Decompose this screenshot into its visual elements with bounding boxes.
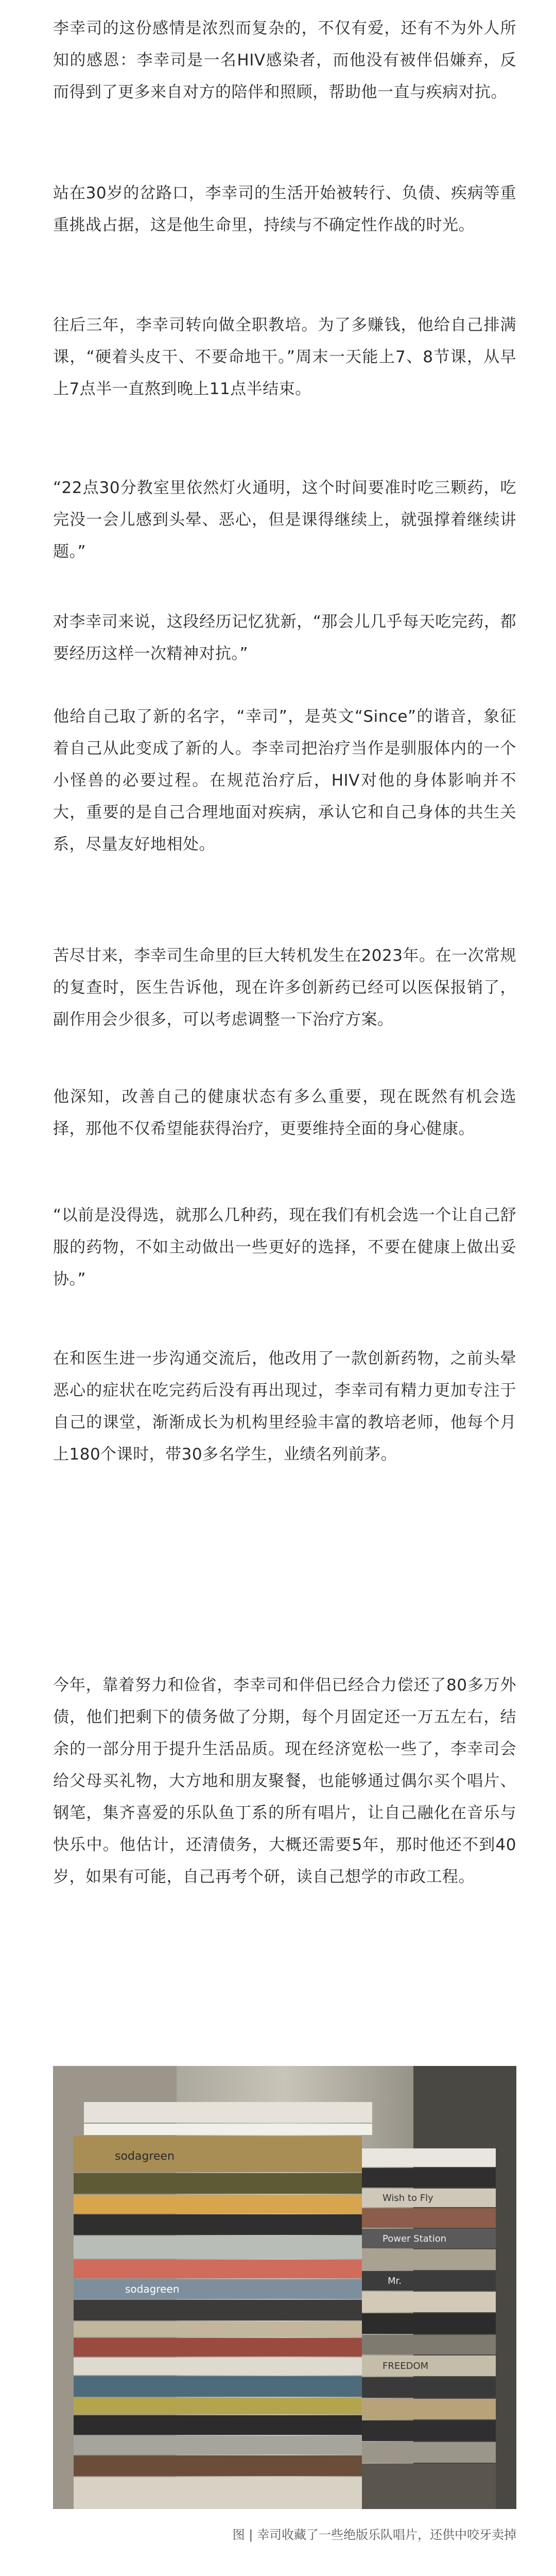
paragraph: “以前是没得选，就那么几种药，现在我们有机会选一个让自己舒服的药物，不如主动做出一些更好的选择，不要在健康上做出妥协。” [53, 1206, 516, 1289]
cd-label: Mr. [388, 2276, 402, 2286]
cd-label: sodagreen [115, 2150, 175, 2163]
paragraph: 今年，靠着努力和俭省，李幸司和伴侣已经合力偿还了80多万外债，他们把剩下的债务做了分期，每个月固定还一万五左右，结余的一部分用于提升生活品质。现在经济宽松一些了，李幸司会给父母买礼物，大方地和朋友聚餐，也能够通过偶尔买个唱片、钢笔，集齐喜爱的乐队鱼丁系的所有唱片，让自己融化在音乐与快乐中。他估计，还清债务，大概还需要5年，那时他还不到40岁，如果有可能，自己再考个研，读自己想学的市政工程。 [53, 1676, 516, 1886]
paragraph: 他深知，改善自己的健康状态有多么重要，现在既然有机会选择，那他不仅希望能获得治疗，更要维持全面的身心健康。 [53, 1088, 516, 1138]
cd-label: Power Station [383, 2233, 447, 2244]
paragraph: 站在30岁的岔路口，李幸司的生活开始被转行、负债、疾病等重重挑战占据，这是他生命里，持续与不确定性作战的时光。 [53, 184, 516, 234]
paragraph: 对李幸司来说，这段经历记忆犹新，“那会儿几乎每天吃完药，都要经历这样一次精神对抗。” [53, 613, 516, 663]
cd-label: sodagreen [125, 2283, 180, 2295]
paragraph: 在和医生进一步沟通交流后，他改用了一款创新药物，之前头晕恶心的症状在吃完药后没有再出现过，李幸司有精力更加专注于自己的课堂，渐渐成长为机构里经验丰富的教培老师，他每个月上180个课时，带30多名学生，业绩名列前茅。 [53, 1349, 516, 1464]
paragraph: “22点30分教室里依然灯火通明，这个时间要准时吃三颗药，吃完没一会儿感到头晕、恶心，但是课得继续上，就强撑着继续讲题。” [53, 479, 516, 561]
cd-collection-photo [53, 2066, 516, 2509]
paragraph: 他给自己取了新的名字，“幸司”，是英文“Since”的谐音，象征着自己从此变成了新的人。李幸司把治疗当作是驯服体内的一个小怪兽的必要过程。在规范治疗后，HIV对他的身体影响并不大，重要的是自己合理地面对疾病，承认它和自己身体的共生关系，尽量友好地相处。 [53, 707, 516, 854]
cd-stack-illustration [53, 2066, 516, 2509]
paragraph: 苦尽甘来，李幸司生命里的巨大转机发生在2023年。在一次常规的复查时，医生告诉他，现在许多创新药已经可以医保报销了，副作用会少很多，可以考虑调整一下治疗方案。 [53, 946, 516, 1029]
paragraph: 往后三年，李幸司转向做全职教培。为了多赚钱，他给自己排满课，“硬着头皮干、不要命地干。”周末一天能上7、8节课，从早上7点半一直熬到晚上11点半结束。 [53, 316, 516, 398]
cd-label: Wish to Fly [383, 2193, 433, 2204]
photo-caption: 图 | 幸司收藏了一些绝版乐队唱片，还供中咬牙卖掉 [232, 2528, 516, 2542]
cd-label: FREEDOM [383, 2361, 429, 2371]
paragraph: 李幸司的这份感情是浓烈而复杂的，不仅有爱，还有不为外人所知的感恩：李幸司是一名HIV感染者，而他没有被伴侣嫌弃，反而得到了更多来自对方的陪伴和照顾，帮助他一直与疾病对抗。 [53, 19, 516, 101]
